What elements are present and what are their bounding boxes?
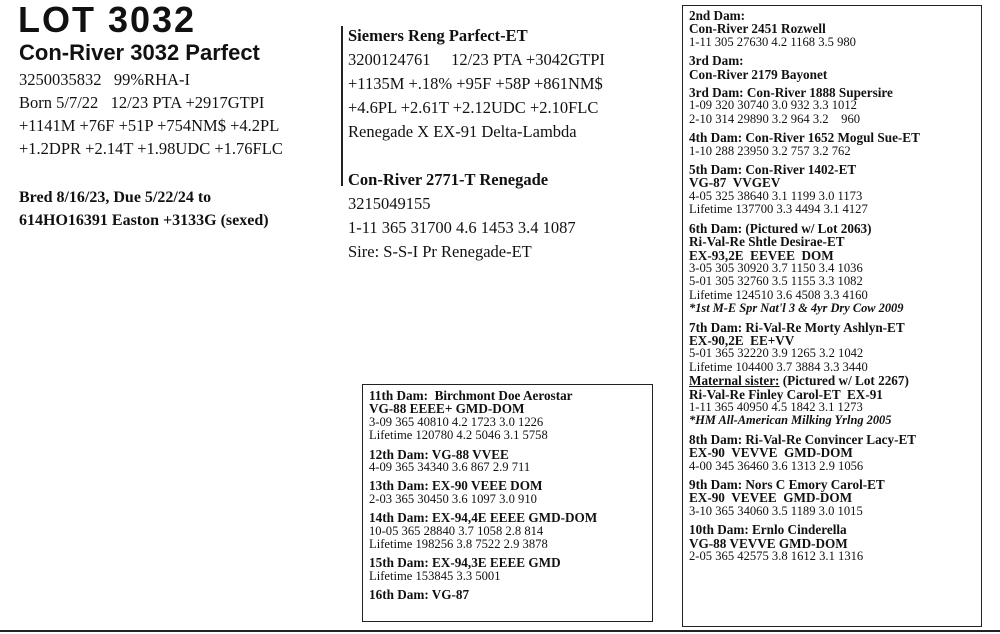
dam-heading: Con-River 2451 Rozwell — [689, 21, 826, 37]
dam-entry — [369, 389, 652, 443]
record-line: 5-01 365 32220 3.9 1265 3.2 1042 — [689, 346, 864, 361]
record-line: 10-05 365 28840 3.7 1058 2.8 814 — [369, 523, 544, 538]
cow-detail-line: 3250035832 99%RHA-I — [19, 70, 190, 89]
record-line: Lifetime 124510 3.6 4508 3.3 4160 — [689, 287, 868, 302]
dam-heading: EX-90 VEVVE GMD-DOM — [689, 445, 853, 461]
sire-block — [348, 24, 605, 144]
maternal-sister-note: (Pictured w/ Lot 2267) — [779, 373, 909, 389]
dam-heading: 8th Dam: Ri-Val-Re Convincer Lacy-ET — [689, 431, 917, 447]
record-line: 4-00 345 36460 3.6 1313 2.9 1056 — [689, 458, 864, 473]
maternal-sister-name: Ri-Val-Re Finley Carol-ET EX-91 — [689, 386, 883, 402]
cow-detail-line: +1141M +76F +51P +754NM$ +4.2PL — [19, 116, 280, 135]
record-line: 2-05 365 42575 3.8 1612 3.1 1316 — [689, 549, 864, 564]
dam-heading: Ri-Val-Re Shtle Desirae-ET — [689, 234, 845, 250]
dam-entry — [369, 479, 652, 506]
dam-name: Con-River 2771-T Renegade — [348, 170, 549, 189]
maternal-sister-label: Maternal sister: — [689, 373, 780, 389]
dam-heading: EX-90,2E EE+VV — [689, 332, 795, 348]
record-line: 2-03 365 30450 3.6 1097 3.0 910 — [369, 491, 537, 506]
dam-heading: VG-88 VEVVE GMD-DOM — [689, 535, 848, 551]
breeding-info — [19, 186, 269, 232]
record-line: 3-05 305 30920 3.7 1150 3.4 1036 — [689, 260, 863, 275]
bottom-rule — [0, 630, 1000, 632]
record-line: Lifetime 120780 4.2 5046 3.1 5758 — [369, 428, 548, 443]
divider-line — [341, 26, 343, 186]
dam-heading: 9th Dam: Nors C Emory Carol-ET — [689, 477, 885, 492]
dam-heading: 14th Dam: EX-94,4E EEEE GMD-DOM — [369, 510, 598, 526]
pedigree-box-right — [682, 5, 982, 627]
record-line: Lifetime 137700 3.3 4494 3.1 4127 — [689, 202, 868, 217]
dam-entry — [689, 433, 981, 473]
dam-entry — [689, 131, 981, 158]
dam-entry — [369, 556, 652, 583]
cow-name: Con-River 3032 Parfect — [19, 40, 260, 65]
dam-line: 1-11 365 31700 4.6 1453 3.4 1087 — [348, 218, 576, 237]
dam-entry — [689, 478, 981, 518]
dam-entry — [689, 9, 981, 49]
maternal-sister-heading — [689, 374, 981, 387]
dam-entry — [689, 54, 981, 81]
dam-entry — [369, 511, 652, 551]
dam-entry — [369, 588, 652, 601]
dam-heading: VG-88 EEEE+ GMD-DOM — [369, 401, 525, 417]
record-line: Lifetime 104400 3.7 3884 3.3 3440 — [689, 359, 868, 374]
dam-entry — [689, 523, 981, 563]
record-line: 3-10 365 34060 3.5 1189 3.0 1015 — [689, 503, 863, 518]
dam-heading: 3rd Dam: — [689, 53, 744, 69]
breeding-line: 614HO16391 Easton +3133G (sexed) — [19, 212, 269, 229]
dam-heading: VG-87 VVGEV — [689, 175, 781, 191]
dam-line: 3215049155 — [348, 194, 431, 213]
pedigree-box-middle — [362, 384, 653, 622]
dam-heading: 11th Dam: Birchmont Doe Aerostar — [369, 388, 573, 403]
dam-heading: EX-93,2E EEVEE DOM — [689, 247, 834, 263]
dam-entry — [689, 86, 981, 126]
dam-line: Sire: S-S-I Pr Renegade-ET — [348, 242, 532, 261]
dam-heading: 4th Dam: Con-River 1652 Mogul Sue-ET — [689, 130, 920, 146]
record-line: 5-01 305 32760 3.5 1155 3.3 1082 — [689, 274, 863, 289]
record-line: 4-05 325 38640 3.1 1199 3.0 1173 — [689, 188, 863, 203]
dam-heading: Con-River 2179 Bayonet — [689, 66, 828, 82]
record-line: 1-10 288 23950 3.2 757 3.2 762 — [689, 143, 851, 158]
dam-heading: EX-90 VEVEE GMD-DOM — [689, 490, 853, 506]
dam-heading: 12th Dam: VG-88 VVEE — [369, 446, 509, 462]
sire-line: +4.6PL +2.61T +2.12UDC +2.10FLC — [348, 98, 599, 117]
dam-heading: 16th Dam: VG-87 — [369, 587, 470, 603]
dam-heading: 15th Dam: EX-94,3E EEEE GMD — [369, 555, 561, 571]
dam-block — [348, 168, 576, 264]
dam-entry — [369, 448, 652, 475]
record-line: Lifetime 198256 3.8 7522 2.9 3878 — [369, 537, 548, 552]
record-line: 3-09 365 40810 4.2 1723 3.0 1226 — [369, 414, 544, 429]
cow-detail-line: Born 5/7/22 12/23 PTA +2917GTPI — [19, 93, 265, 112]
sire-line: 3200124761 12/23 PTA +3042GTPI — [348, 50, 605, 69]
dam-heading: 13th Dam: EX-90 VEEE DOM — [369, 478, 543, 494]
record-line: 2-10 314 29890 3.2 964 3.2 960 — [689, 111, 861, 126]
dam-heading: 5th Dam: Con-River 1402-ET — [689, 162, 857, 178]
dam-heading: 3rd Dam: Con-River 1888 Supersire — [689, 85, 893, 101]
award-note: *HM All-American Milking Yrlng 2005 — [689, 413, 892, 428]
record-line: 1-11 305 27630 4.2 1168 3.5 980 — [689, 34, 856, 49]
dam-entry — [689, 222, 981, 316]
record-line: Lifetime 153845 3.3 5001 — [369, 568, 501, 583]
record-line: 1-11 365 40950 4.5 1842 3.1 1273 — [689, 399, 863, 414]
dam-heading: 7th Dam: Ri-Val-Re Morty Ashlyn-ET — [689, 319, 905, 335]
lot-title: LOT 3032 — [18, 0, 197, 40]
sire-name: Siemers Reng Parfect-ET — [348, 26, 528, 45]
record-line: 1-09 320 30740 3.0 932 3.3 1012 — [689, 98, 857, 113]
sire-line: Renegade X EX-91 Delta-Lambda — [348, 122, 577, 141]
record-line: 4-09 365 34340 3.6 867 2.9 711 — [369, 460, 531, 475]
dam-heading: 10th Dam: Ernlo Cinderella — [689, 522, 847, 538]
cow-details — [19, 68, 283, 160]
sire-line: +1135M +.18% +95F +58P +861NM$ — [348, 74, 603, 93]
dam-heading: 2nd Dam: — [689, 8, 746, 23]
dam-heading: 6th Dam: (Pictured w/ Lot 2063) — [689, 220, 872, 236]
breeding-line: Bred 8/16/23, Due 5/22/24 to — [19, 189, 212, 206]
dam-entry — [689, 163, 981, 217]
dam-entry — [689, 321, 981, 428]
award-note: *1st M-E Spr Nat'l 3 & 4yr Dry Cow 2009 — [689, 301, 904, 316]
cow-detail-line: +1.2DPR +2.14T +1.98UDC +1.76FLC — [19, 139, 283, 158]
